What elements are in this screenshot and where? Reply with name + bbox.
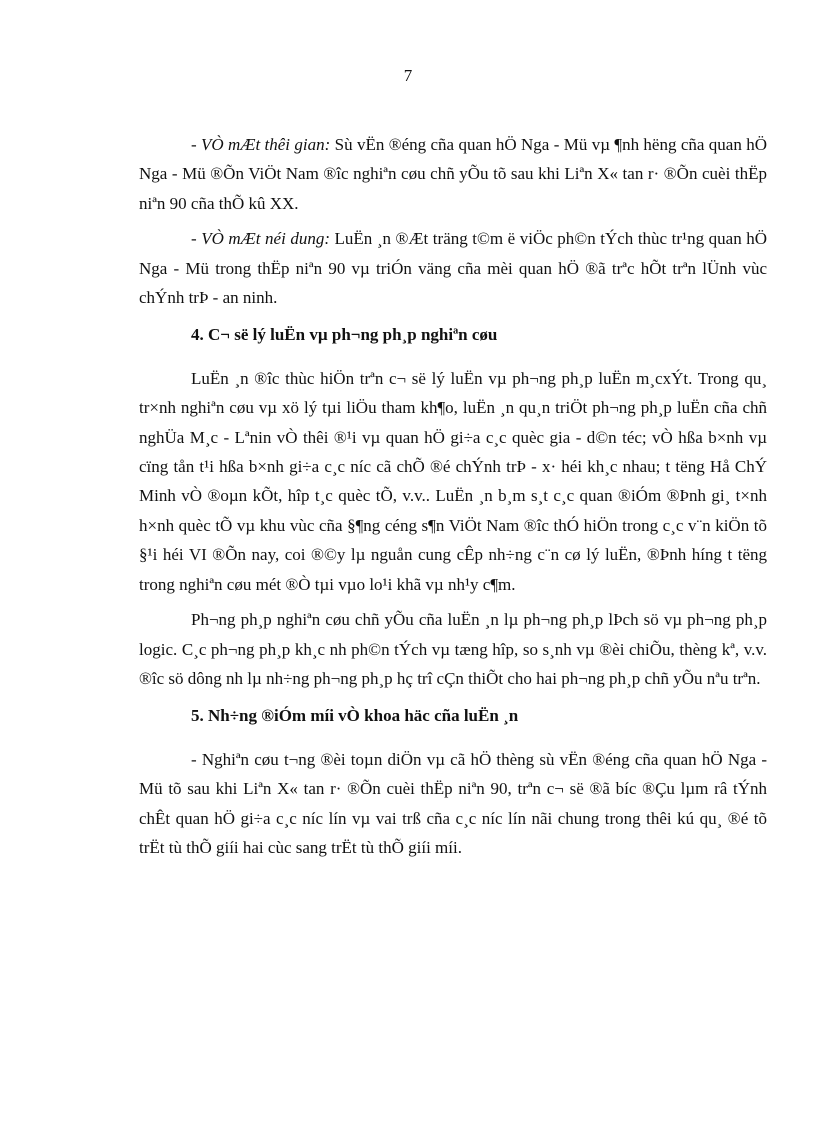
page-number: 7 bbox=[403, 66, 413, 85]
scope-content-label: - VÒ mÆt néi dung: bbox=[191, 229, 330, 249]
section-5-paragraph-1: - Nghiªn cøu t¬ng ®èi toµn diÖn vµ cã hÖ thèng sù vËn ®éng cña quan hÖ Nga - Mü tõ sau khi Liªn X« tan r· ®Õn cuèi thËp niªn 90, trªn c¬ së ®ã bíc ®Çu lµm râ tÝnh chÊt quan hÖ gi÷a c¸c níc lín vµ vai trß cña c¸c níc lín nãi chung trong thêi kú qu¸ ®é tõ trËt tù thÕ giíi hai cùc sang trËt tù thÕ giíi míi. bbox=[139, 749, 767, 857]
scope-time-label: - VÒ mÆt thêi gian: bbox=[191, 135, 331, 154]
scope-content-text: LuËn ¸n ®Æt träng t©m ë viÖc ph©n tÝch thùc tr¹ng quan hÖ Nga - Mü trong thËp niªn 90 vµ triÓn väng cña mèi quan hÖ ®ã trªc hÕt trªn lÜnh vùc chÝnh trÞ - an ninh. bbox=[139, 229, 767, 308]
scope-time-paragraph bbox=[139, 130, 767, 218]
scope-time-text: Sù vËn ®éng cña quan hÖ Nga - Mü vµ ¶nh hëng cña quan hÖ Nga - Mü ®Õn ViÖt Nam ®îc nghiªn cøu chñ yÕu tõ sau khi Liªn X« tan r· ®Õn cuèi thËp niªn 90 cña thÕ kû XX. bbox=[139, 135, 767, 213]
section-5-heading: 5. Nh÷ng ®iÓm míi vÒ khoa häc cña luËn ¸n bbox=[191, 706, 519, 726]
document-body bbox=[139, 130, 767, 868]
scope-content-paragraph bbox=[139, 224, 767, 312]
section-4-paragraph-2: Ph¬ng ph¸p nghiªn cøu chñ yÕu cña luËn ¸n lµ ph¬ng ph¸p lÞch sö vµ ph¬ng ph¸p logic. C¸c ph¬ng ph¸p kh¸c nh ph©n tÝch vµ tæng hîp, so s¸nh vµ ®èi chiÕu, thèng kª, v.v. ®îc sö dông nh lµ nh÷ng ph¬ng ph¸p hç trî cÇn thiÕt cho hai ph¬ng ph¸p chñ yÕu nªu trªn. bbox=[139, 610, 767, 688]
section-4-heading: 4. C¬ së lý luËn vµ ph¬ng ph¸p nghiªn cøu bbox=[191, 325, 498, 345]
section-4-paragraph-1: LuËn ¸n ®îc thùc hiÖn trªn c¬ së lý luËn vµ ph¬ng ph¸p luËn m¸cxÝt. Trong qu¸ tr×nh nghiªn cøu vµ xö lý tµi liÖu tham kh¶o, luËn ¸n qu¸n triÖt ph¬ng ph¸p luËn cña chñ nghÜa M¸c - Lªnin vÒ thêi ®¹i vµ quan hÖ gi÷a c¸c quèc gia - d©n téc; vÒ hßa b×nh vµ cïng tån t¹i hßa b×nh gi÷a c¸c níc cã chÕ ®é chÝnh trÞ - x· héi kh¸c nhau; t tëng Hå ChÝ Minh vÒ ®oµn kÕt, hîp t¸c quèc tÕ, v.v.. LuËn ¸n b¸m s¸t c¸c quan ®iÓm ®Þnh gi¸ t×nh h×nh quèc tÕ vµ khu vùc cña §¶ng céng s¶n ViÖt Nam ®îc thÓ hiÖn trong c¸c v¨n kiÖn tõ §¹i héi VI ®Õn nay, coi ®©y lµ nguån cung cÊp nh÷ng c¨n cø lý luËn, ®Þnh híng t tëng trong nghiªn cøu mét ®Ò tµi vµo lo¹i khã vµ nh¹y c¶m. bbox=[139, 368, 767, 594]
